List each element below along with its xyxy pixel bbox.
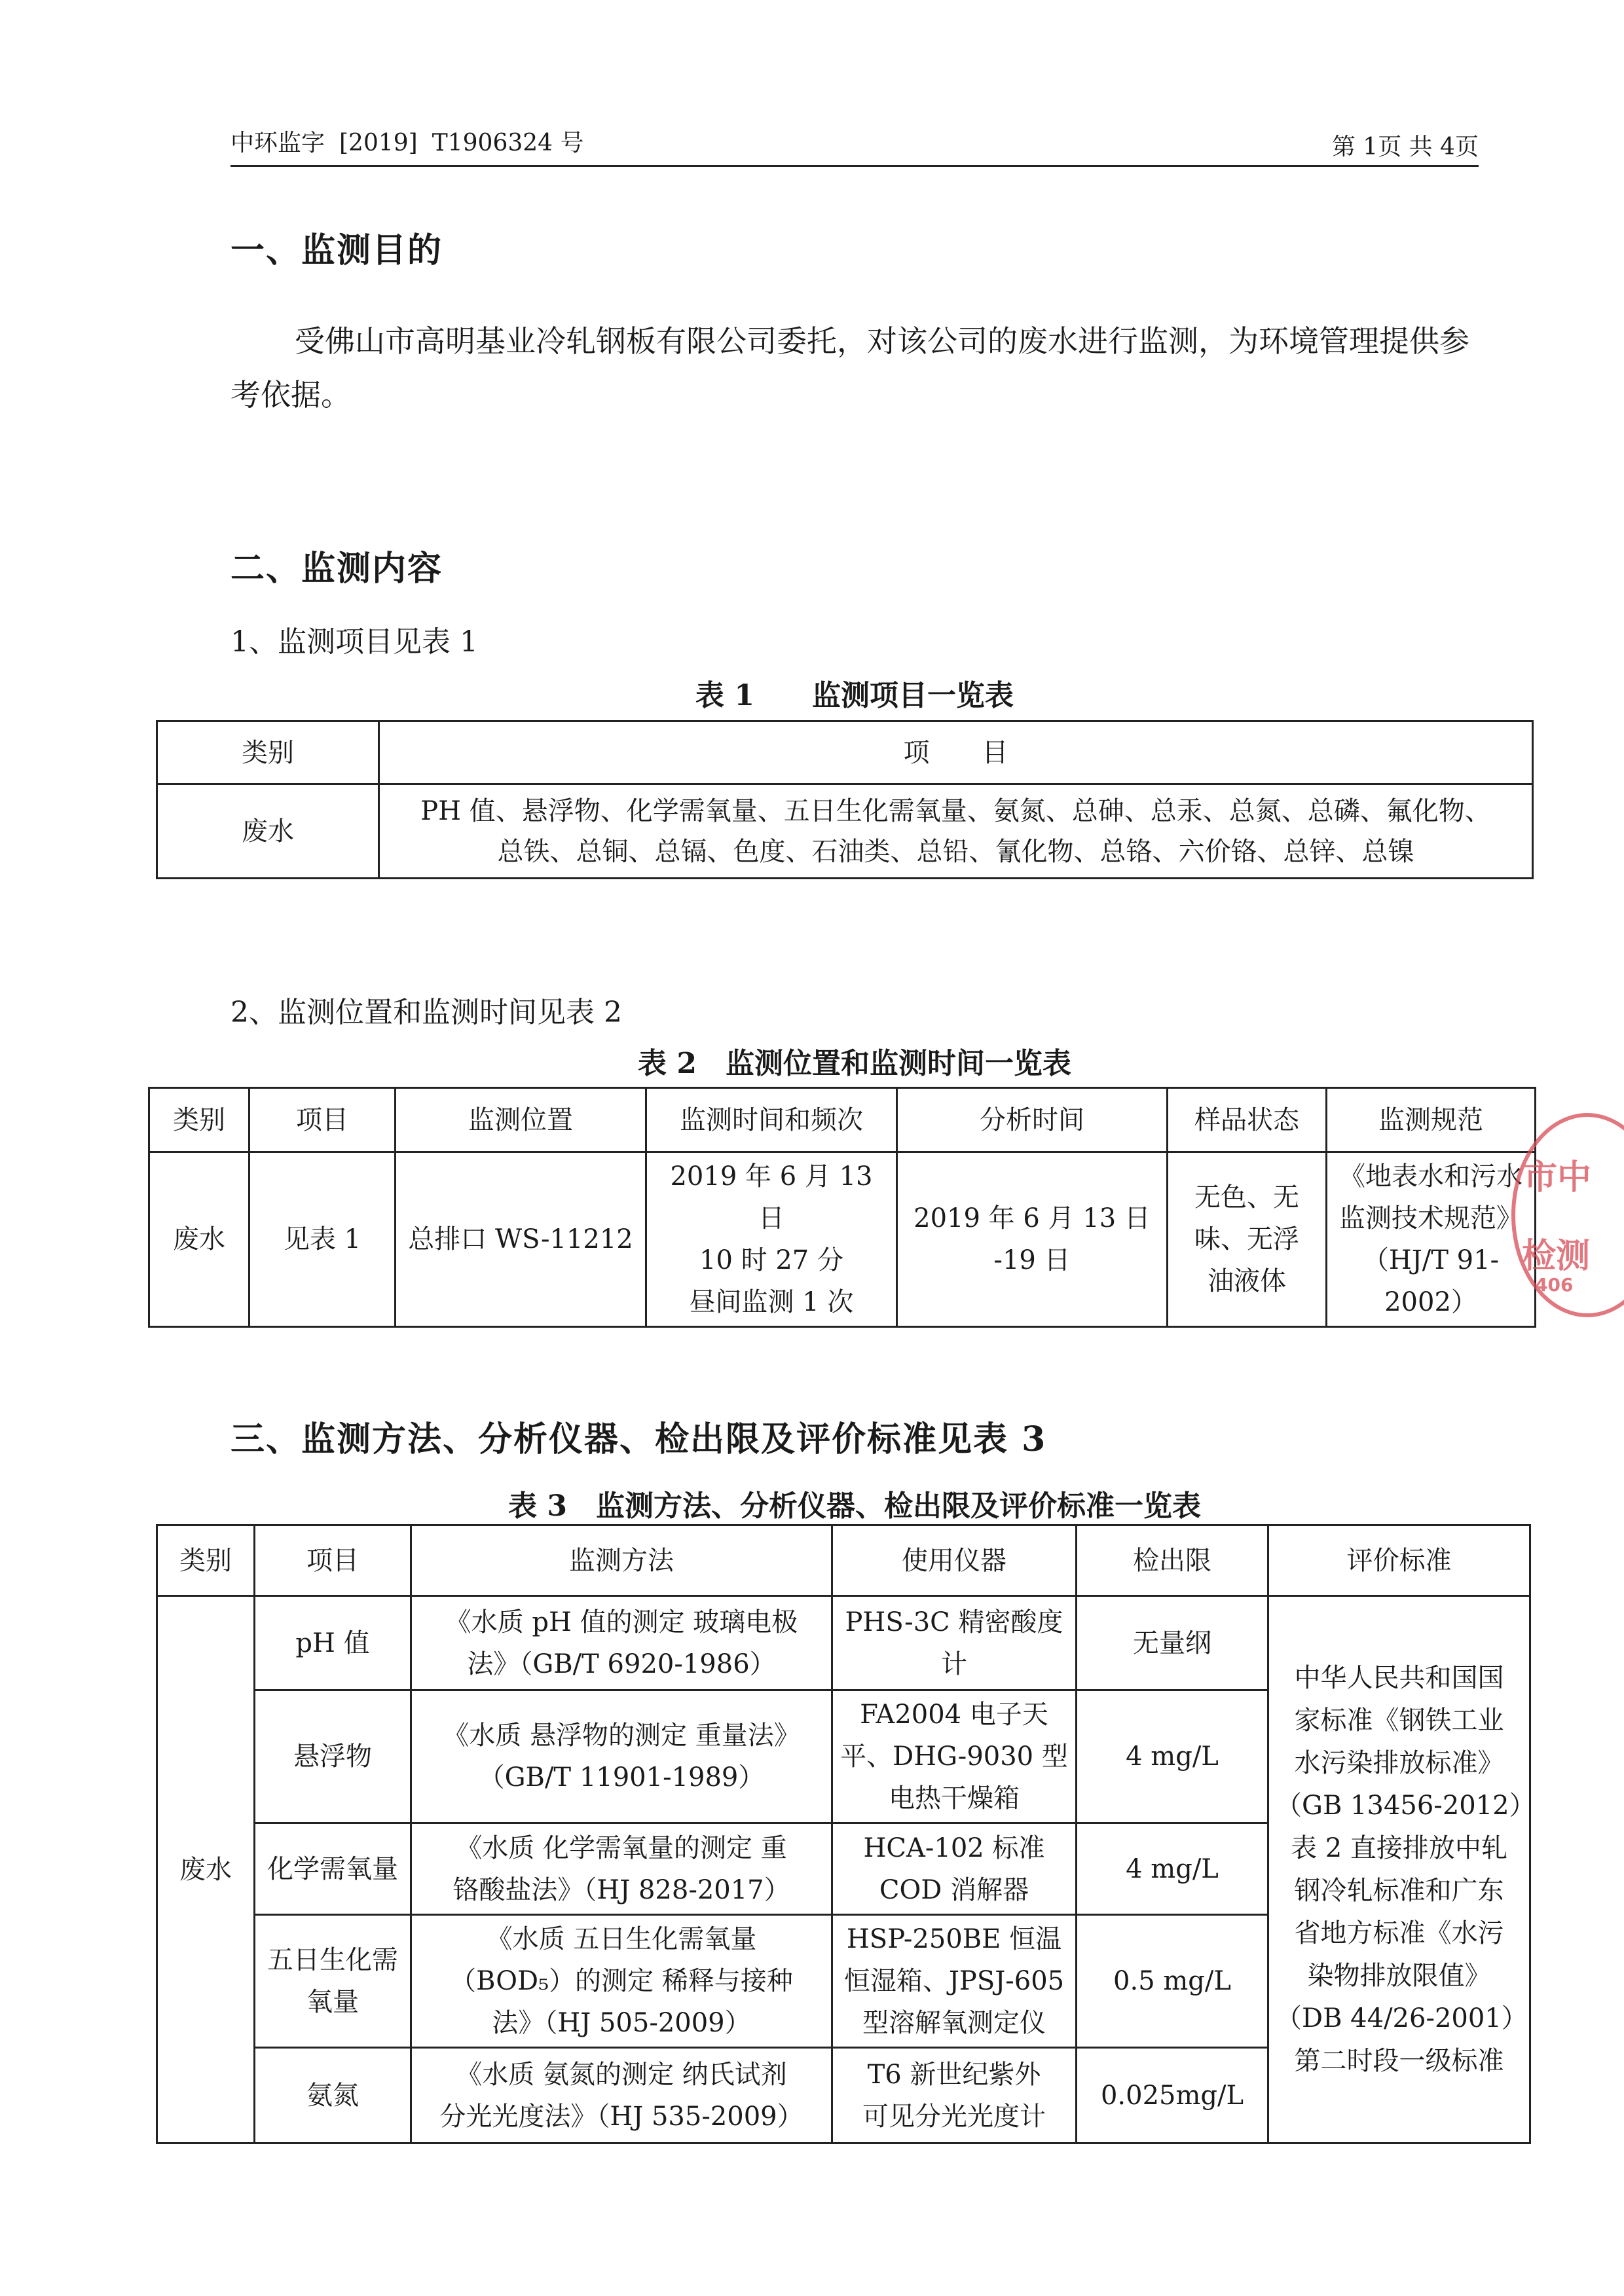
table3-row1-item: pH 值 — [255, 1596, 411, 1690]
table2-header-time: 监测时间和频次 — [646, 1088, 897, 1152]
table3-header-method: 监测方法 — [411, 1525, 832, 1596]
table2-analysis: 2019 年 6 月 13 日 -19 日 — [897, 1152, 1168, 1327]
table1-caption: 表 1 监测项目一览表 — [695, 679, 1014, 712]
stamp-text-2: 检测 — [1522, 1237, 1591, 1276]
table3-header-item: 项目 — [255, 1525, 411, 1596]
stamp-text-3: 406 — [1535, 1274, 1574, 1296]
table3-row3-method: 《水质 化学需氧量的测定 重 铬酸盐法》（HJ 828-2017） — [411, 1823, 832, 1915]
table3-standard: 中华人民共和国国 家标准《钢铁工业 水污染排放标准》 （GB 13456-2012） 表 2 直接排放中轧 钢冷轧标准和广东 省地方标准《水污 染物排放限值》 （DB 44/26-2001） 第二时段一级标准 — [1268, 1596, 1530, 2143]
doc-year: [2019] — [339, 130, 418, 156]
table3-header-standard: 评价标准 — [1268, 1525, 1530, 1596]
table2-header-state: 样品状态 — [1168, 1088, 1327, 1152]
doc-prefix: 中环监字 — [231, 130, 325, 156]
table3-row5-limit: 0.025mg/L — [1077, 2048, 1268, 2143]
table3-row5-method: 《水质 氨氮的测定 纳氏试剂 分光光度法》（HJ 535-2009） — [411, 2048, 832, 2143]
table3-row4-instrument: HSP-250BE 恒温 恒湿箱、JPSJ-605 型溶解氧测定仪 — [832, 1915, 1077, 2048]
table3-row4-method: 《水质 五日生化需氧量 （BOD₅）的测定 稀释与接种 法》（HJ 505-2009） — [411, 1915, 832, 2048]
table3-row5-instrument: T6 新世纪紫外 可见分光光度计 — [832, 2048, 1077, 2143]
table2-header-location: 监测位置 — [396, 1088, 646, 1152]
table2-category: 废水 — [149, 1152, 249, 1327]
header-rule — [231, 165, 1479, 167]
table2-spec: 《地表水和污水 监测技术规范》 （HJ/T 91-2002） — [1327, 1152, 1536, 1327]
table2-header-category: 类别 — [149, 1088, 249, 1152]
section2-item2: 2、监测位置和监测时间见表 2 — [231, 996, 622, 1029]
table3-row1-limit: 无量纲 — [1077, 1596, 1268, 1690]
table3-row1-instrument: PHS-3C 精密酸度 计 — [832, 1596, 1077, 1690]
table3-row5-item: 氨氮 — [255, 2048, 411, 2143]
section2-title: 二、监测内容 — [231, 549, 443, 589]
section2-item1: 1、监测项目见表 1 — [231, 625, 478, 659]
table3-category: 废水 — [157, 1596, 255, 2143]
table3-caption: 表 3 监测方法、分析仪器、检出限及评价标准一览表 — [508, 1489, 1201, 1523]
table1-header-items: 项 目 — [379, 721, 1533, 784]
table2-header-item: 项目 — [249, 1088, 396, 1152]
table2 — [148, 1087, 1536, 1328]
table3 — [156, 1524, 1536, 2144]
doc-number-value: T1906324 号 — [432, 130, 584, 156]
table3-header-instrument: 使用仪器 — [832, 1525, 1077, 1596]
stamp-text-1: 市中 — [1523, 1158, 1592, 1197]
section3-title: 三、监测方法、分析仪器、检出限及评价标准见表 3 — [231, 1419, 1047, 1459]
table3-row2-item: 悬浮物 — [255, 1690, 411, 1823]
table2-state: 无色、无 味、无浮 油液体 — [1168, 1152, 1327, 1327]
table3-row4-limit: 0.5 mg/L — [1077, 1915, 1268, 2048]
table3-row2-limit: 4 mg/L — [1077, 1690, 1268, 1823]
table1-category: 废水 — [157, 784, 379, 879]
document-number — [231, 124, 599, 158]
table2-time: 2019 年 6 月 13 日 10 时 27 分 昼间监测 1 次 — [646, 1152, 897, 1327]
table2-location: 总排口 WS-11212 — [396, 1152, 646, 1327]
section1-body: 受佛山市高明基业冷轧钢板有限公司委托，对该公司的废水进行监测，为环境管理提供参考依据。 — [231, 323, 1469, 412]
table3-header-category: 类别 — [157, 1525, 255, 1596]
section1-title: 一、监测目的 — [231, 230, 443, 270]
table2-header-spec: 监测规范 — [1327, 1088, 1536, 1152]
table1-header-category: 类别 — [157, 721, 379, 784]
table2-item: 见表 1 — [249, 1152, 396, 1327]
table3-row3-instrument: HCA-102 标准 COD 消解器 — [832, 1823, 1077, 1915]
table3-row2-method: 《水质 悬浮物的测定 重量法》 （GB/T 11901-1989） — [411, 1690, 832, 1823]
table3-row3-limit: 4 mg/L — [1077, 1823, 1268, 1915]
table3-header-limit: 检出限 — [1077, 1525, 1268, 1596]
table3-row2-instrument: FA2004 电子天 平、DHG-9030 型 电热干燥箱 — [832, 1690, 1077, 1823]
page-info: 第 1页 共 4页 — [1331, 134, 1479, 160]
table3-row1-method: 《水质 pH 值的测定 玻璃电极 法》（GB/T 6920-1986） — [411, 1596, 832, 1690]
table2-caption: 表 2 监测位置和监测时间一览表 — [638, 1047, 1071, 1080]
table3-row4-item: 五日生化需 氧量 — [255, 1915, 411, 2048]
table2-header-analysis: 分析时间 — [897, 1088, 1168, 1152]
table1-items: PH 值、悬浮物、化学需氧量、五日生化需氧量、氨氮、总砷、总汞、总氮、总磷、氟化物、 总铁、总铜、总镉、色度、石油类、总铅、氰化物、总铬、六价铬、总锌、总镍 — [379, 784, 1533, 879]
table3-row3-item: 化学需氧量 — [255, 1823, 411, 1915]
table1 — [156, 720, 1534, 879]
